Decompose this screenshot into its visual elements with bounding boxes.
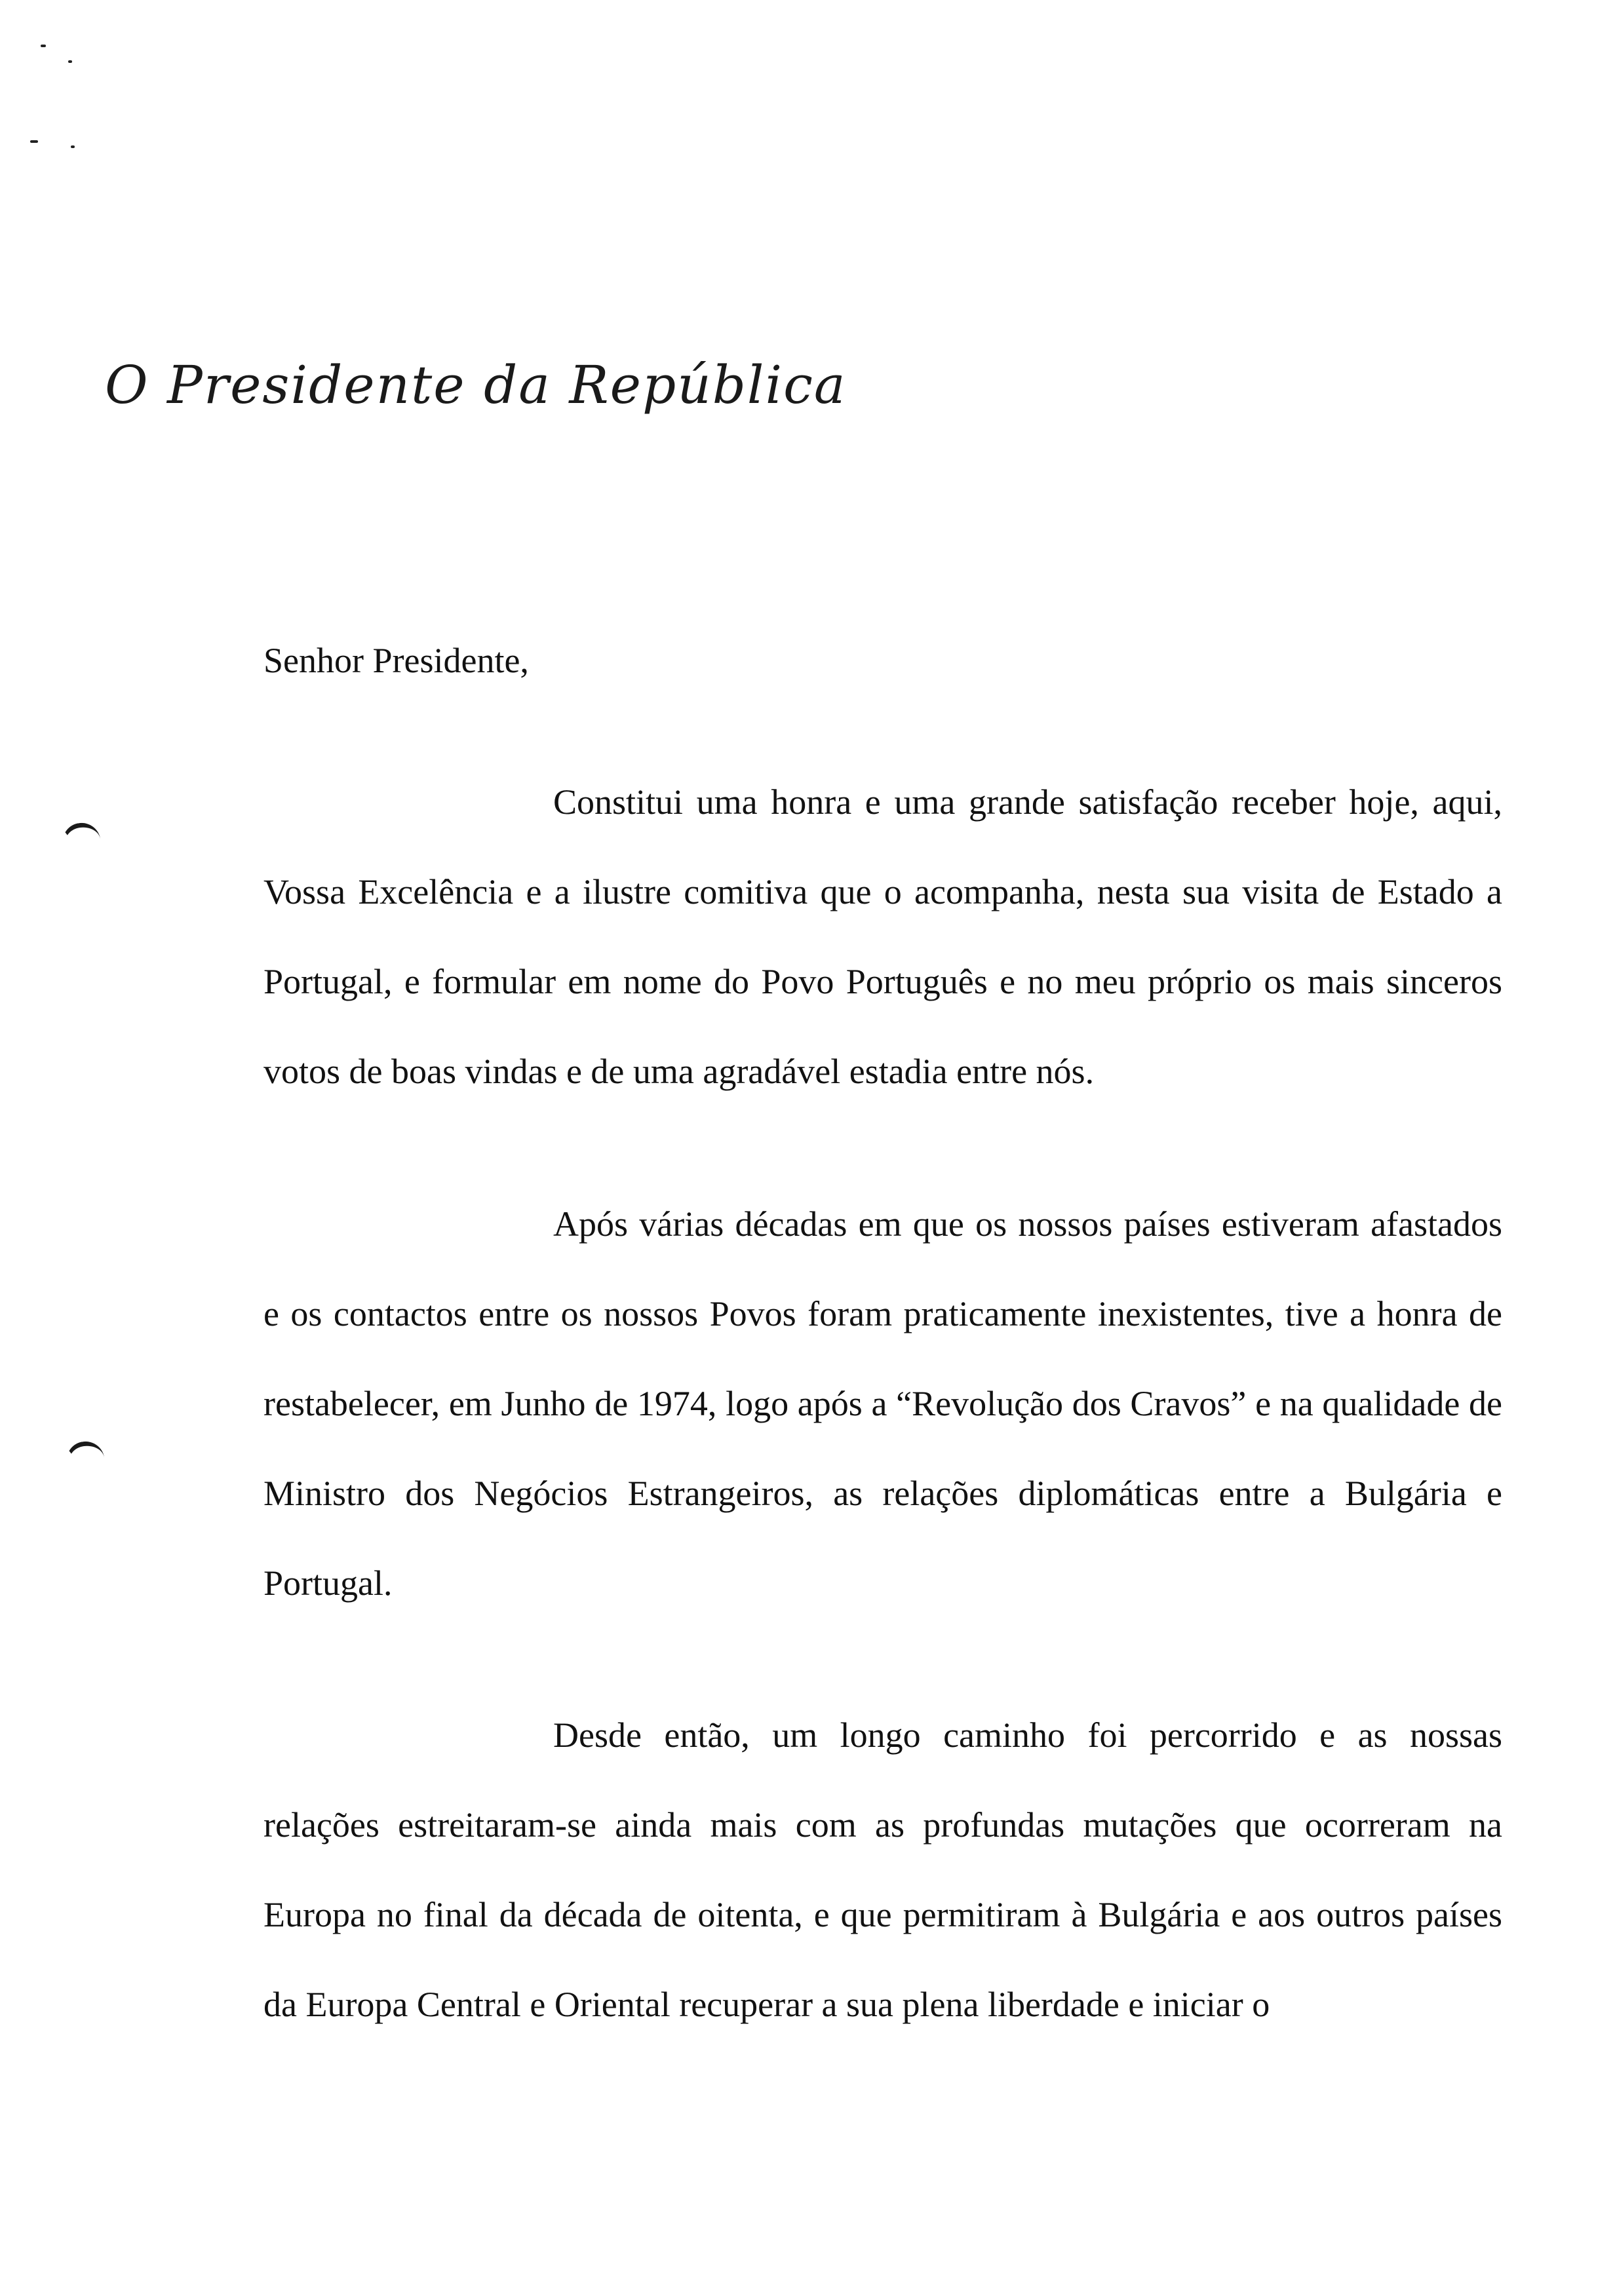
letterhead-title: O Presidente da República [105,354,847,415]
punch-hole-mark [64,1439,106,1468]
letter-paragraph: Desde então, um longo caminho foi percorrido e as nossas relações estreitaram-se ainda mais com as profundas mutações que ocorreram na Europa no final da década de oitenta, e que permitiram à Bulgária e aos outros países da Europa Central e Oriental recuperar a sua plena liberdade e iniciar o [263,1715,1502,2024]
scan-speck [41,45,46,47]
scan-speck [71,145,75,148]
letter-paragraph: Após várias décadas em que os nossos países estiveram afastados e os contactos entre os nossos Povos foram praticamente inexistentes, tive a honra de restabelecer, em Junho de 1974, logo após a “Revolução dos Cravos” e na qualidade de Ministro dos Negócios Estrangeiros, as relações diplomáticas entre a Bulgária e Portugal. [263,1204,1502,1603]
letter-paragraph: Constitui uma honra e uma grande satisfação receber hoje, aqui, Vossa Excelência e a ilustre comitiva que o acompanha, nesta sua visita de Estado a Portugal, e formular em nome do Povo Português e no meu próprio os mais sinceros votos de boas vindas e de uma agradável estadia entre nós. [263,782,1502,1091]
scan-speck [30,140,38,143]
scan-speck [68,60,72,63]
punch-hole-mark [60,820,102,850]
letter-salutation: Senhor Presidente, [263,641,529,680]
